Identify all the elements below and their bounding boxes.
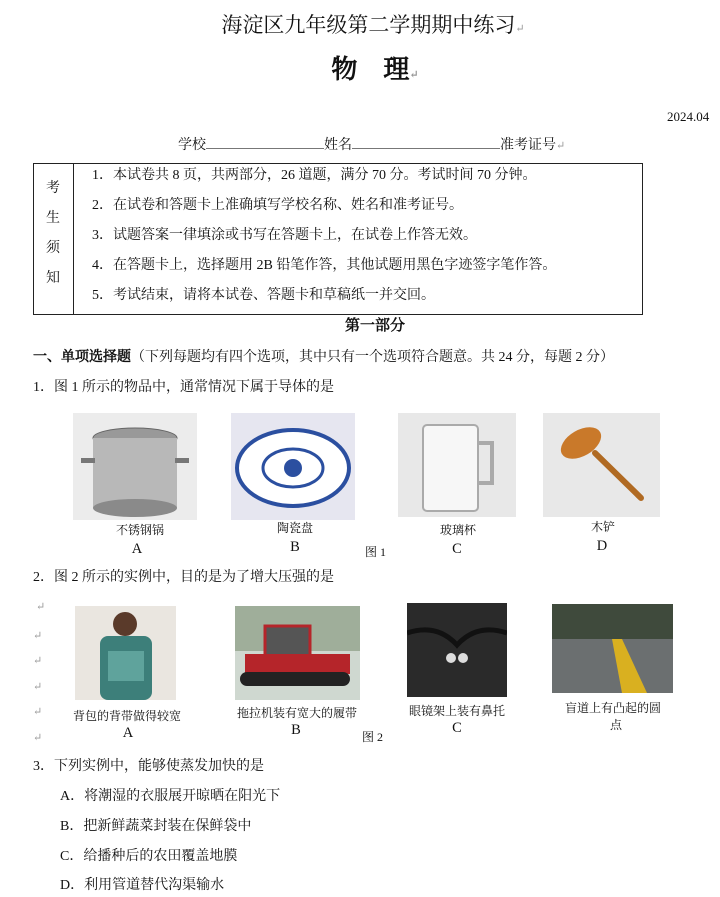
part-title: 第一部分 xyxy=(344,316,406,334)
q1-caption-d: 木铲 xyxy=(590,520,616,534)
paragraph-mark: ↵ xyxy=(33,681,43,693)
exam-id-label: 准考证号 xyxy=(500,138,556,153)
q2-caption-c: 眼镜架上装有鼻托 xyxy=(408,704,506,718)
paragraph-mark: ↵ xyxy=(409,69,419,81)
paragraph-mark: ↵ xyxy=(515,23,525,35)
paragraph-mark: ↵ xyxy=(33,732,43,744)
school-label: 学校 xyxy=(178,138,206,153)
name-blank[interactable] xyxy=(352,136,500,149)
tractor-image xyxy=(235,606,360,700)
q1-caption-c: 玻璃杯 xyxy=(439,523,477,537)
notice-item: 1．本试卷共 8 页，共两部分，26 道题，满分 70 分。考试时间 70 分钟。 xyxy=(92,168,537,183)
subject-text: 物 理 xyxy=(331,55,410,84)
q1-letter-d: D xyxy=(596,538,608,554)
q3-option-a: A．将潮湿的衣服展开晾晒在阳光下 xyxy=(60,789,281,804)
paragraph-mark: ↵ xyxy=(36,601,46,613)
school-blank[interactable] xyxy=(206,136,324,149)
notice-label-3: 须 xyxy=(46,241,60,256)
notice-item: 3．试题答案一律填涂或书写在答题卡上，在试卷上作答无效。 xyxy=(92,228,477,243)
q1-stem: 1．图 1 所示的物品中，通常情况下属于导体的是 xyxy=(33,380,334,395)
q2-letter-c: C xyxy=(452,720,462,736)
q3-option-d: D．利用管道替代沟渠输水 xyxy=(60,878,225,893)
q3-option-b: B．把新鲜蔬菜封装在保鲜袋中 xyxy=(60,819,252,834)
q1-letter-c: C xyxy=(452,541,462,557)
notice-item: 4．在答题卡上，选择题用 2B 铅笔作答，其他试题用黑色字迹签字笔作答。 xyxy=(92,258,557,273)
figure-2-label: 图 2 xyxy=(362,730,384,744)
notice-label-1: 考 xyxy=(46,181,60,196)
paragraph-mark: ↵ xyxy=(33,706,43,718)
q2-caption-a: 背包的背带做得较宽 xyxy=(72,709,182,723)
glasses-nose-pad-image xyxy=(407,603,507,697)
stainless-pot-image xyxy=(73,413,197,520)
q2-caption-d-line2: 点 xyxy=(609,718,623,732)
notice-label-4: 知 xyxy=(46,271,60,286)
tactile-paving-image xyxy=(552,604,673,693)
notice-item: 2．在试卷和答题卡上准确填写学校名称、姓名和准考证号。 xyxy=(92,198,463,213)
paragraph-mark: ↵ xyxy=(33,655,43,667)
figure-1-label: 图 1 xyxy=(365,545,387,559)
paragraph-mark: ↵ xyxy=(556,140,566,152)
name-label: 姓名 xyxy=(324,138,352,153)
notice-item: 5．考试结束，请将本试卷、答题卡和草稿纸一并交回。 xyxy=(92,288,435,303)
q3-option-c: C．给播种后的农田覆盖地膜 xyxy=(60,849,238,864)
notice-divider xyxy=(73,164,74,314)
section-heading-text: 一、单项选择题 xyxy=(33,349,131,365)
notice-box xyxy=(33,163,643,315)
q1-letter-b: B xyxy=(290,539,300,555)
title-text: 海淀区九年级第二学期期中练习 xyxy=(221,13,516,37)
section-heading xyxy=(33,350,614,365)
q3-stem: 3．下列实例中，能够使蒸发加快的是 xyxy=(33,759,264,774)
glass-cup-image xyxy=(398,413,516,517)
paragraph-mark: ↵ xyxy=(33,630,43,642)
q2-caption-b: 拖拉机装有宽大的履带 xyxy=(236,706,358,720)
q2-letter-b: B xyxy=(291,722,301,738)
q1-caption-a: 不锈钢锅 xyxy=(115,523,165,537)
q1-letter-a: A xyxy=(131,541,143,557)
q2-caption-d: 盲道上有凸起的圆 xyxy=(564,701,662,715)
q1-caption-b: 陶瓷盘 xyxy=(276,521,314,535)
subject-title xyxy=(331,57,418,83)
exam-date: 2024.04 xyxy=(667,109,710,124)
ceramic-plate-image xyxy=(231,413,355,520)
q2-stem: 2．图 2 所示的实例中，目的是为了增大压强的是 xyxy=(33,570,334,585)
exam-title xyxy=(221,15,524,36)
student-info-fields xyxy=(178,136,565,153)
notice-label-2: 生 xyxy=(46,211,60,226)
wooden-spatula-image xyxy=(543,413,660,517)
backpack-image xyxy=(75,606,176,700)
section-note: （下列每题均有四个选项，其中只有一个选项符合题意。共 24 分，每题 2 分） xyxy=(131,350,614,365)
q2-letter-a: A xyxy=(122,725,134,741)
